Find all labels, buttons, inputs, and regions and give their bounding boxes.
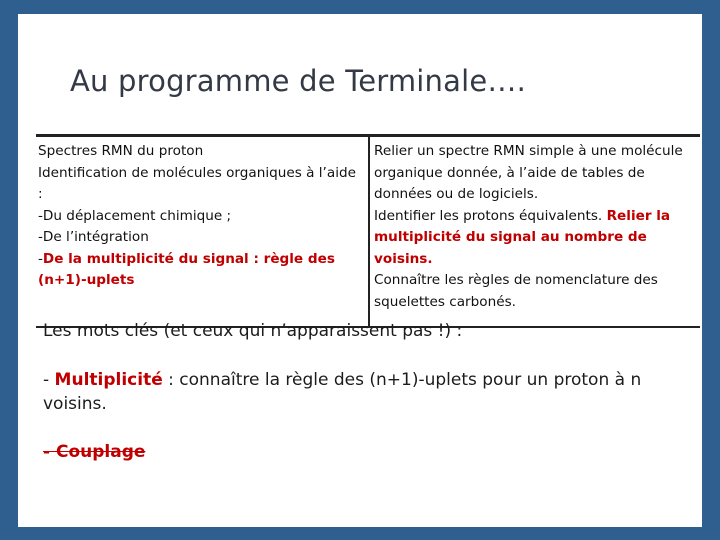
- table-left-line: -De l’intégration: [38, 229, 149, 245]
- table-right-highlight: Relier la multiplicité du signal au nombre de voisins.: [374, 207, 671, 267]
- table-left-highlight: De la multiplicité du signal : règle des (n+1)-uplets: [38, 250, 335, 288]
- bullet-prefix: -: [43, 370, 55, 390]
- slide: [18, 14, 702, 527]
- table-left-line: Identification de molécules organiques à l’aide :: [38, 164, 356, 202]
- table-right-line3: Connaître les règles de nomenclature des squelettes carbonés.: [374, 272, 658, 310]
- table-right-intro: Relier un spectre RMN simple à une molécule organique donnée, à l’aide de tables de données ou de logiciels.: [374, 143, 683, 202]
- table-right-column: [370, 137, 700, 326]
- multiplicite-rest: : connaître la règle des (n+1)-uplets pour un proton à n voisins.: [43, 370, 642, 414]
- multiplicite-term: Multiplicité: [54, 370, 163, 390]
- table-left-column: [36, 137, 370, 326]
- dash: -: [38, 250, 43, 267]
- table-left-highlight-line: [38, 249, 364, 292]
- table-right-line2: Identifier les protons équivalents.: [374, 207, 603, 224]
- table-left-line: Spectres RMN du proton: [38, 143, 204, 159]
- multiplicite-item: [43, 368, 683, 416]
- program-table: [36, 134, 700, 328]
- couplage-item: - Couplage: [43, 442, 146, 462]
- table-right-line: [374, 206, 696, 271]
- table-left-line: -Du déplacement chimique ;: [38, 207, 232, 224]
- keywords-intro: Les mots clés (et ceux qui n’apparaissent pas !) :: [43, 321, 463, 341]
- slide-title: Au programme de Terminale….: [70, 64, 527, 98]
